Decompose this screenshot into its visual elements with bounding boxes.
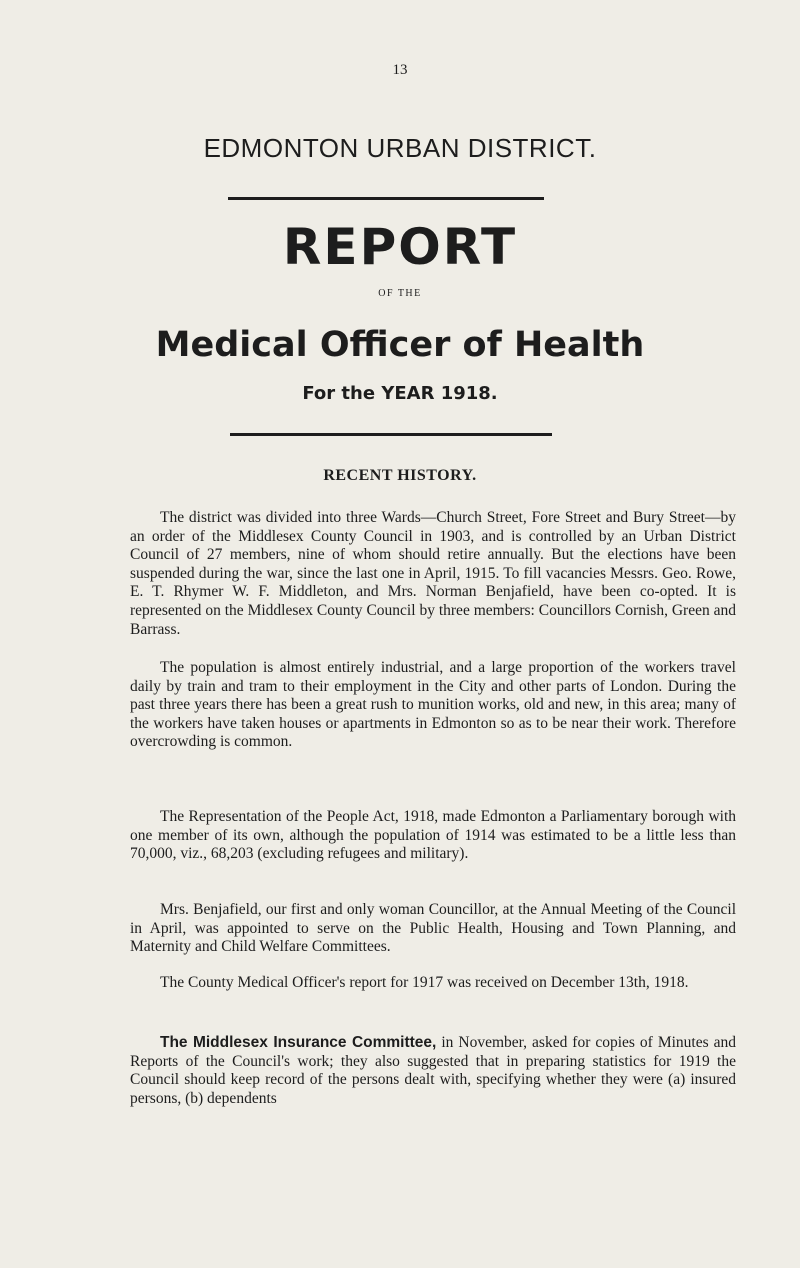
top-divider [228, 197, 544, 200]
paragraph-wards: The district was divided into three Wards—Church Street, Fore Street and Bury Street—by an order of the Middlesex County Council in 1903, and is controlled by an Urban District Council of 27 members, nine of whom should retire annually. But the elections have been suspended during the war, since the last one in April, 1915. To fill vacancies Messrs. Geo. Rowe, E. T. Rhymer W. F. Middleton, and Mrs. Norman Benjafield, have been co-opted. It is represented on the Middlesex County Council by three members: Councillors Cornish, Green and Barrass. [130, 509, 736, 638]
of-the-caption: OF THE [378, 288, 422, 299]
section-heading: RECENT HISTORY. [323, 467, 477, 484]
insurance-committee-text: in November, asked for copies of Minutes and Reports of the Council's work; they also suggested that in preparing statistics for 1919 the Council should keep record of the persons dealt with, specifying whether they were (a) insured persons, (b) dependents [130, 1034, 736, 1107]
district-title: EDMONTON URBAN DISTRICT. [203, 133, 597, 163]
bottom-divider [230, 433, 552, 436]
paragraph-county-report: The County Medical Officer's report for 1917 was received on December 13th, 1918. [160, 974, 689, 991]
insurance-committee-lead: The Middlesex Insurance Committee, [160, 1034, 437, 1051]
officer-title: Medical Officer of Health [155, 325, 645, 365]
paragraph-insurance-committee [130, 1034, 736, 1108]
report-title: REPORT [282, 218, 518, 276]
year-line: For the YEAR 1918. [302, 383, 498, 404]
paragraph-representation-act: The Representation of the People Act, 1918, made Edmonton a Parliamentary borough with one member of its own, although the population of 1914 was estimated to be a little less than 70,000, viz., 68,203 (excluding refugees and military). [130, 808, 736, 863]
paragraph-population: The population is almost entirely industrial, and a large proportion of the workers travel daily by train and tram to their employment in the City and other parts of London. During the past three years there has been a great rush to munition works, old and new, in this area; many of the workers have taken houses or apartments in Edmonton so as to be near their work. Therefore overcrowding is common. [130, 659, 736, 751]
paragraph-benjafield: Mrs. Benjafield, our first and only woman Councillor, at the Annual Meeting of the Council in April, was appointed to serve on the Public Health, Housing and Town Planning, and Maternity and Child Welfare Committees. [130, 901, 736, 956]
page-number: 13 [392, 62, 408, 78]
